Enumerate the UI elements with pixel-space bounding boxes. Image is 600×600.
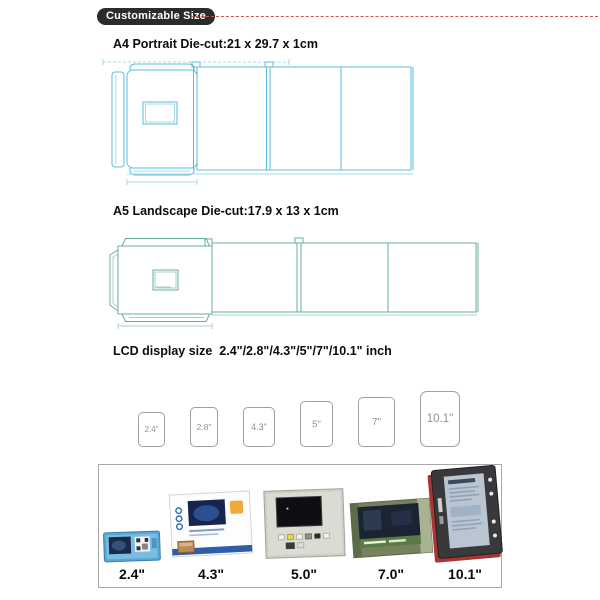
- product-photos-panel: [98, 464, 502, 588]
- size-box-4.3in: [243, 407, 275, 447]
- a4-diecut-diagram: [100, 56, 415, 188]
- size-box-label: 2.4": [144, 425, 159, 434]
- size-box-7in: [358, 397, 395, 447]
- size-box-label: 2.8": [196, 422, 212, 432]
- a5-diecut-diagram: [105, 230, 485, 332]
- a4-diecut-title: A4 Portrait Die-cut:21 x 29.7 x 1cm: [113, 37, 318, 51]
- product-photo-5.0in: [258, 484, 350, 564]
- product-photo-10.1in: [425, 464, 505, 564]
- lcd-size-boxes: [138, 391, 460, 447]
- product-photo-4.3in: [165, 488, 257, 564]
- product-label: 5.0": [290, 566, 318, 582]
- size-box-2.4in: [138, 412, 165, 447]
- product-label: 7.0": [377, 566, 405, 582]
- size-box-label: 10.1": [426, 413, 454, 425]
- product-photo-2.4in: [102, 524, 162, 564]
- size-box-10.1in: [420, 391, 460, 447]
- size-box-label: 5": [312, 418, 321, 430]
- lcd-display-size-title: LCD display size 2.4"/2.8"/4.3"/5"/7"/10.1" inch: [113, 344, 392, 358]
- customizable-size-badge: Customizable Size: [97, 8, 215, 25]
- product-4.3in: [165, 488, 257, 587]
- size-box-5in: [300, 401, 333, 447]
- size-box-label: 7": [371, 416, 382, 428]
- product-5.0in: [257, 484, 351, 587]
- product-label: 10.1": [448, 566, 482, 582]
- product-label: 4.3": [197, 566, 225, 582]
- header-dashed-rule: [191, 16, 598, 17]
- product-7.0in: [351, 494, 431, 587]
- product-label: 2.4": [118, 566, 146, 582]
- a5-diecut-title: A5 Landscape Die-cut:17.9 x 13 x 1cm: [113, 204, 339, 218]
- size-box-2.8in: [190, 407, 218, 447]
- product-10.1in: [431, 464, 499, 587]
- size-box-label: 4.3": [251, 422, 267, 432]
- product-2.4in: [99, 524, 165, 587]
- product-photo-7.0in: [348, 494, 434, 564]
